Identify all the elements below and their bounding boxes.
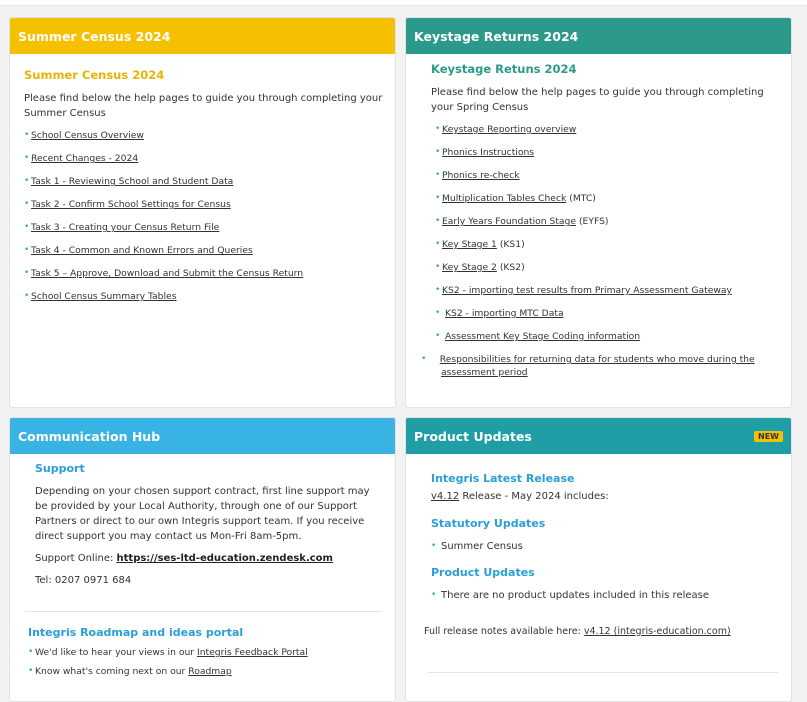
link-keystage-reporting[interactable]: Keystage Reporting overview xyxy=(442,124,577,135)
list-item xyxy=(24,221,386,234)
top-bar xyxy=(0,0,807,6)
keystage-intro: Please find below the help pages to guide you through completing your Spring Census xyxy=(431,87,764,113)
divider xyxy=(428,672,778,673)
link-phonics-recheck[interactable]: Phonics re-check xyxy=(442,170,520,181)
list-item xyxy=(435,307,783,320)
updates-content xyxy=(431,472,781,602)
roadmap-links xyxy=(28,646,388,678)
link-recent-changes[interactable]: Recent Changes - 2024 xyxy=(31,153,139,164)
link-ks1[interactable]: Key Stage 1 xyxy=(442,239,497,250)
summer-census-header xyxy=(10,18,395,54)
link-feedback-portal[interactable]: Integris Feedback Portal xyxy=(196,647,308,658)
link-version[interactable]: v4.12 xyxy=(431,491,460,502)
link-task-2[interactable]: Task 2 - Confirm School Settings for Census xyxy=(31,199,231,210)
link-responsibilities[interactable]: Responsibilities for returning data for students who move during the assessment period xyxy=(439,354,755,378)
product-updates-title: Product Updates xyxy=(431,566,535,579)
link-school-census-overview[interactable]: School Census Overview xyxy=(31,130,144,141)
list-item xyxy=(435,330,783,343)
list-item xyxy=(24,152,386,165)
roadmap-section xyxy=(28,626,388,678)
link-task-3[interactable]: Task 3 - Creating your Census Return File xyxy=(31,222,220,233)
keystage-links xyxy=(431,123,783,379)
keystage-returns-panel xyxy=(405,17,792,408)
support-online-link[interactable]: https://ses-ltd-education.zendesk.com xyxy=(116,553,333,564)
keystage-title: Keystage Retuns 2024 xyxy=(431,62,577,76)
link-ks2[interactable]: Key Stage 2 xyxy=(442,262,497,273)
summer-census-links xyxy=(24,129,386,303)
link-task-4[interactable]: Task 4 - Common and Known Errors and Queries xyxy=(31,245,253,256)
list-item: • Summer Census xyxy=(431,540,781,553)
product-list xyxy=(431,589,781,602)
summer-census-intro: Please find below the help pages to guide you through completing your Summer Census xyxy=(24,93,383,119)
version-line: v4.12 Release - May 2024 includes: xyxy=(431,491,609,502)
link-ks2-import-mtc[interactable]: KS2 - importing MTC Data xyxy=(445,308,564,319)
support-section xyxy=(35,462,385,588)
link-task-1[interactable]: Task 1 - Reviewing School and Student Data xyxy=(31,176,234,187)
communication-hub-panel xyxy=(9,417,396,702)
list-item xyxy=(435,169,783,182)
list-item xyxy=(24,290,386,303)
panel-title: Product Updates xyxy=(414,428,532,444)
summer-census-content xyxy=(24,68,386,303)
list-item xyxy=(24,267,386,280)
communication-hub-header xyxy=(10,418,395,454)
link-mtc[interactable]: Multiplication Tables Check xyxy=(442,193,567,204)
link-assessment-coding[interactable]: Assessment Key Stage Coding information xyxy=(445,331,641,342)
list-item: • There are no product updates included in this release xyxy=(431,589,781,602)
list-item xyxy=(24,244,386,257)
list-item: • Key Stage 1 (KS1) xyxy=(435,238,783,251)
list-item xyxy=(435,284,783,297)
latest-release-title: Integris Latest Release xyxy=(431,472,575,485)
link-eyfs[interactable]: Early Years Foundation Stage xyxy=(442,216,577,227)
link-task-5[interactable]: Task 5 – Approve, Download and Submit the Census Return xyxy=(31,268,304,279)
statutory-updates-title: Statutory Updates xyxy=(431,517,546,530)
link-ks2-import-pag[interactable]: KS2 - importing test results from Primary Assessment Gateway xyxy=(442,285,732,296)
statutory-list xyxy=(431,540,781,553)
link-roadmap[interactable]: Roadmap xyxy=(188,666,232,677)
list-item xyxy=(435,123,783,136)
list-item xyxy=(24,129,386,142)
panel-title: Keystage Returns 2024 xyxy=(414,28,579,44)
link-phonics-instructions[interactable]: Phonics Instructions xyxy=(442,147,535,158)
release-notes-line: Full release notes available here: v4.12 (integris-education.com) xyxy=(424,626,731,637)
list-item xyxy=(435,146,783,159)
list-item: • We'd like to hear your views in our Integris Feedback Portal xyxy=(28,646,388,659)
divider xyxy=(25,611,382,612)
panel-title: Communication Hub xyxy=(18,428,161,444)
list-item: • Key Stage 2 (KS2) xyxy=(435,261,783,274)
support-text: Depending on your chosen support contract, first line support may be provided by your Local Authority, through one of our Support Partners or direct to our own Integris support team. If you receive direct support you may contact us Mon-Fri 8am-5pm. xyxy=(35,486,370,542)
list-item xyxy=(24,198,386,211)
link-summary-tables[interactable]: School Census Summary Tables xyxy=(31,291,177,302)
keystage-returns-header xyxy=(406,18,791,54)
support-tel: Tel: 0207 0971 684 xyxy=(35,575,132,586)
keystage-content xyxy=(431,62,783,379)
list-item: • Know what's coming next on our Roadmap xyxy=(28,665,388,678)
list-item xyxy=(431,353,783,379)
list-item: • Multiplication Tables Check (MTC) xyxy=(435,192,783,205)
summer-census-panel xyxy=(9,17,396,408)
product-updates-panel xyxy=(405,417,792,702)
new-badge: NEW xyxy=(754,431,783,442)
roadmap-title: Integris Roadmap and ideas portal xyxy=(28,626,244,639)
panel-title: Summer Census 2024 xyxy=(18,28,171,44)
support-online: Support Online: https://ses-ltd-education.zendesk.com xyxy=(35,553,333,564)
support-title: Support xyxy=(35,462,85,475)
product-updates-header xyxy=(406,418,791,454)
link-release-notes[interactable]: v4.12 (integris-education.com) xyxy=(583,626,731,637)
list-item: • Early Years Foundation Stage (EYFS) xyxy=(435,215,783,228)
list-item xyxy=(24,175,386,188)
summer-census-title: Summer Census 2024 xyxy=(24,68,165,82)
